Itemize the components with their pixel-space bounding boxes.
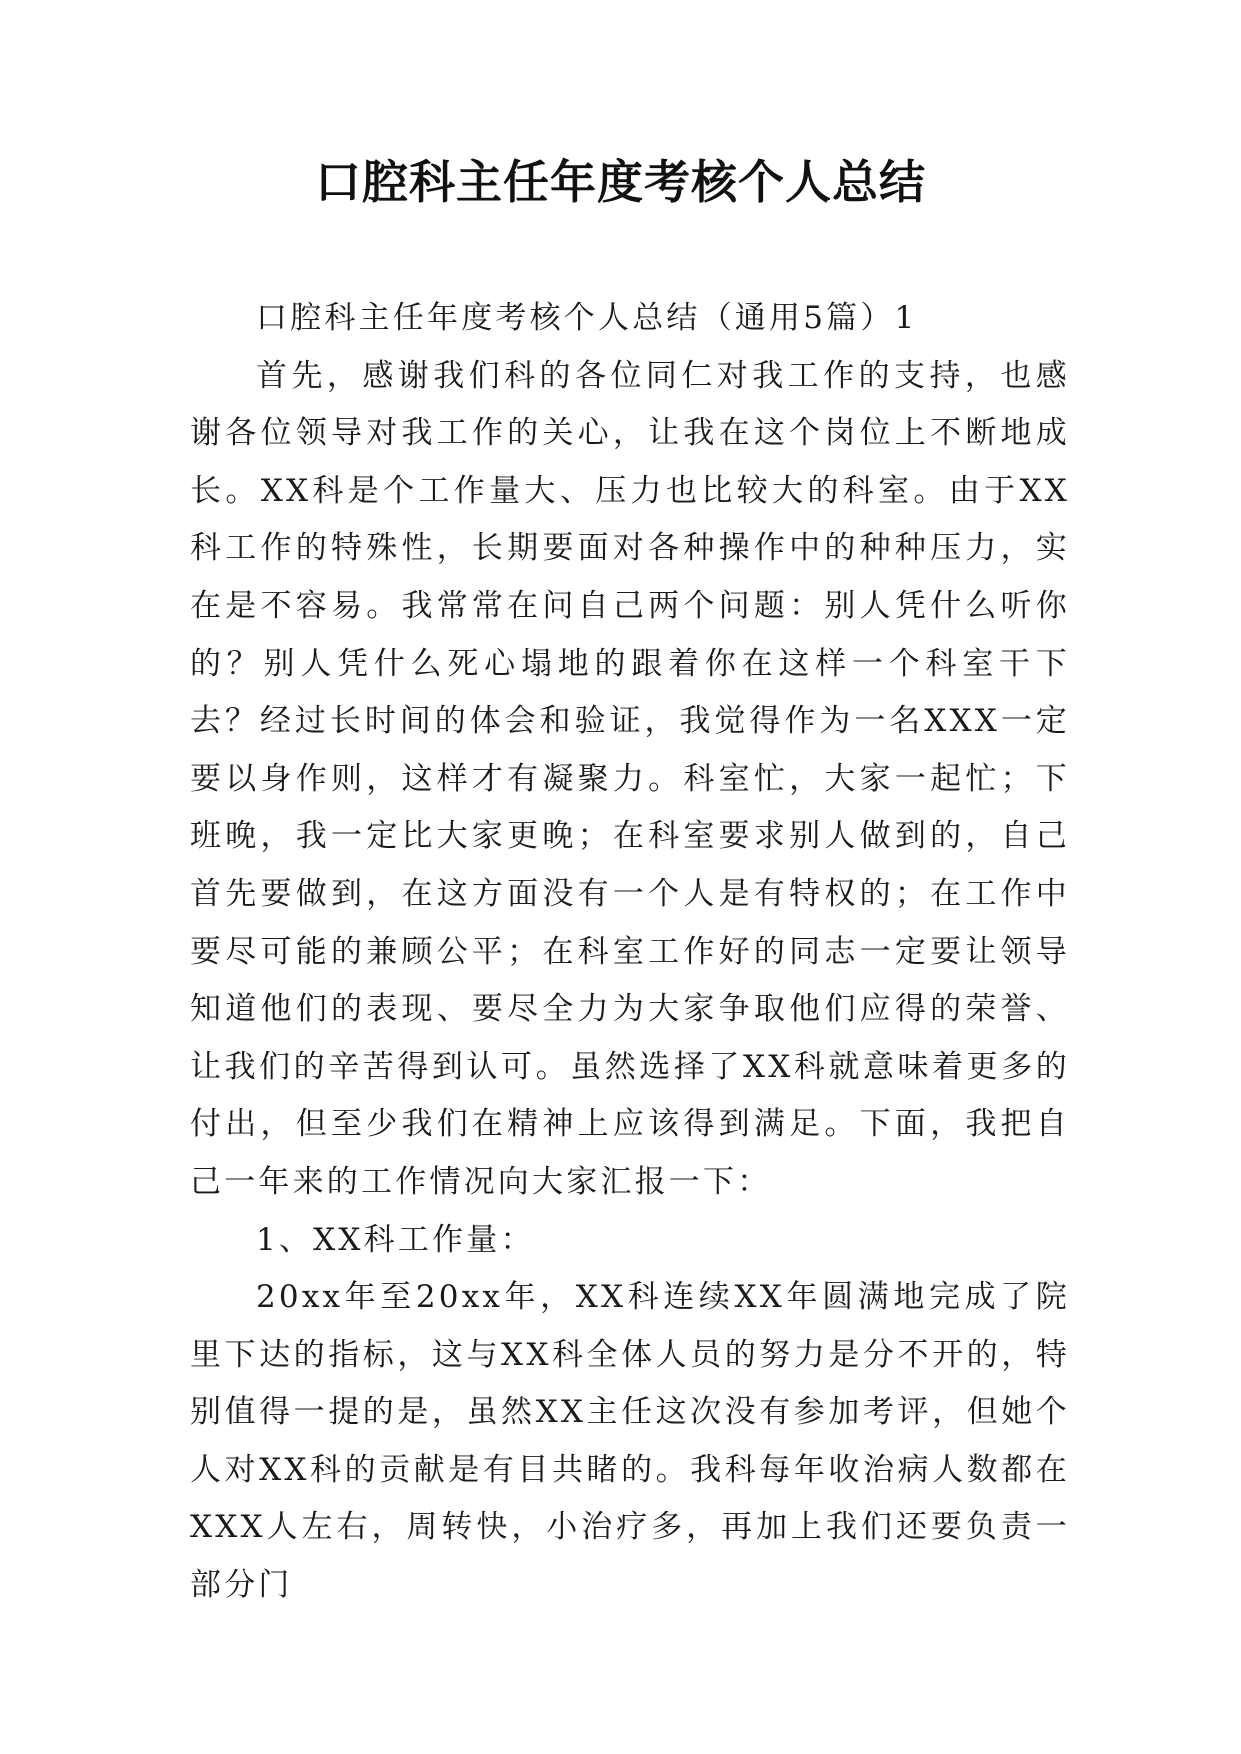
paragraph: 首先，感谢我们科的各位同仁对我工作的支持，也感谢各位领导对我工作的关心，让我在这个岗位上不断地成长。XX科是个工作量大、压力也比较大的科室。由于XX科工作的特殊性，长期要面对各种操作中的种种压力，实在是不容易。我常常在问自己两个问题：别人凭什么听你的？别人凭什么死心塌地的跟着你在这样一个科室干下去？经过长时间的体会和验证，我觉得作为一名XXX一定要以身作则，这样才有凝聚力。科室忙，大家一起忙；下班晚，我一定比大家更晚；在科室要求别人做到的，自己首先要做到，在这方面没有一个人是有特权的；在工作中要尽可能的兼顾公平；在科室工作好的同志一定要让领导知道他们的表现、要尽全力为大家争取他们应得的荣誉、让我们的辛苦得到认可。虽然选择了XX科就意味着更多的付出，但至少我们在精神上应该得到满足。下面，我把自己一年来的工作情况向大家汇报一下：: [190, 357, 1070, 1200]
paragraph-subtitle: 口腔科主任年度考核个人总结（通用5篇）1: [256, 300, 918, 336]
document-title: 口腔科主任年度考核个人总结: [315, 155, 926, 209]
document-body: [190, 290, 1070, 1615]
paragraph: 20xx年至20xx年，XX科连续XX年圆满地完成了院里下达的指标，这与XX科全体人员的努力是分不开的，特别值得一提的是，虽然XX主任这次没有参加考评，但她个人对XX科的贡献是有目共睹的。我科每年收治病人数都在XXX人左右，周转快，小治疗多，再加上我们还要负责一部分门: [190, 1279, 1070, 1604]
paragraph-heading: 1、XX科工作量：: [256, 1221, 535, 1258]
